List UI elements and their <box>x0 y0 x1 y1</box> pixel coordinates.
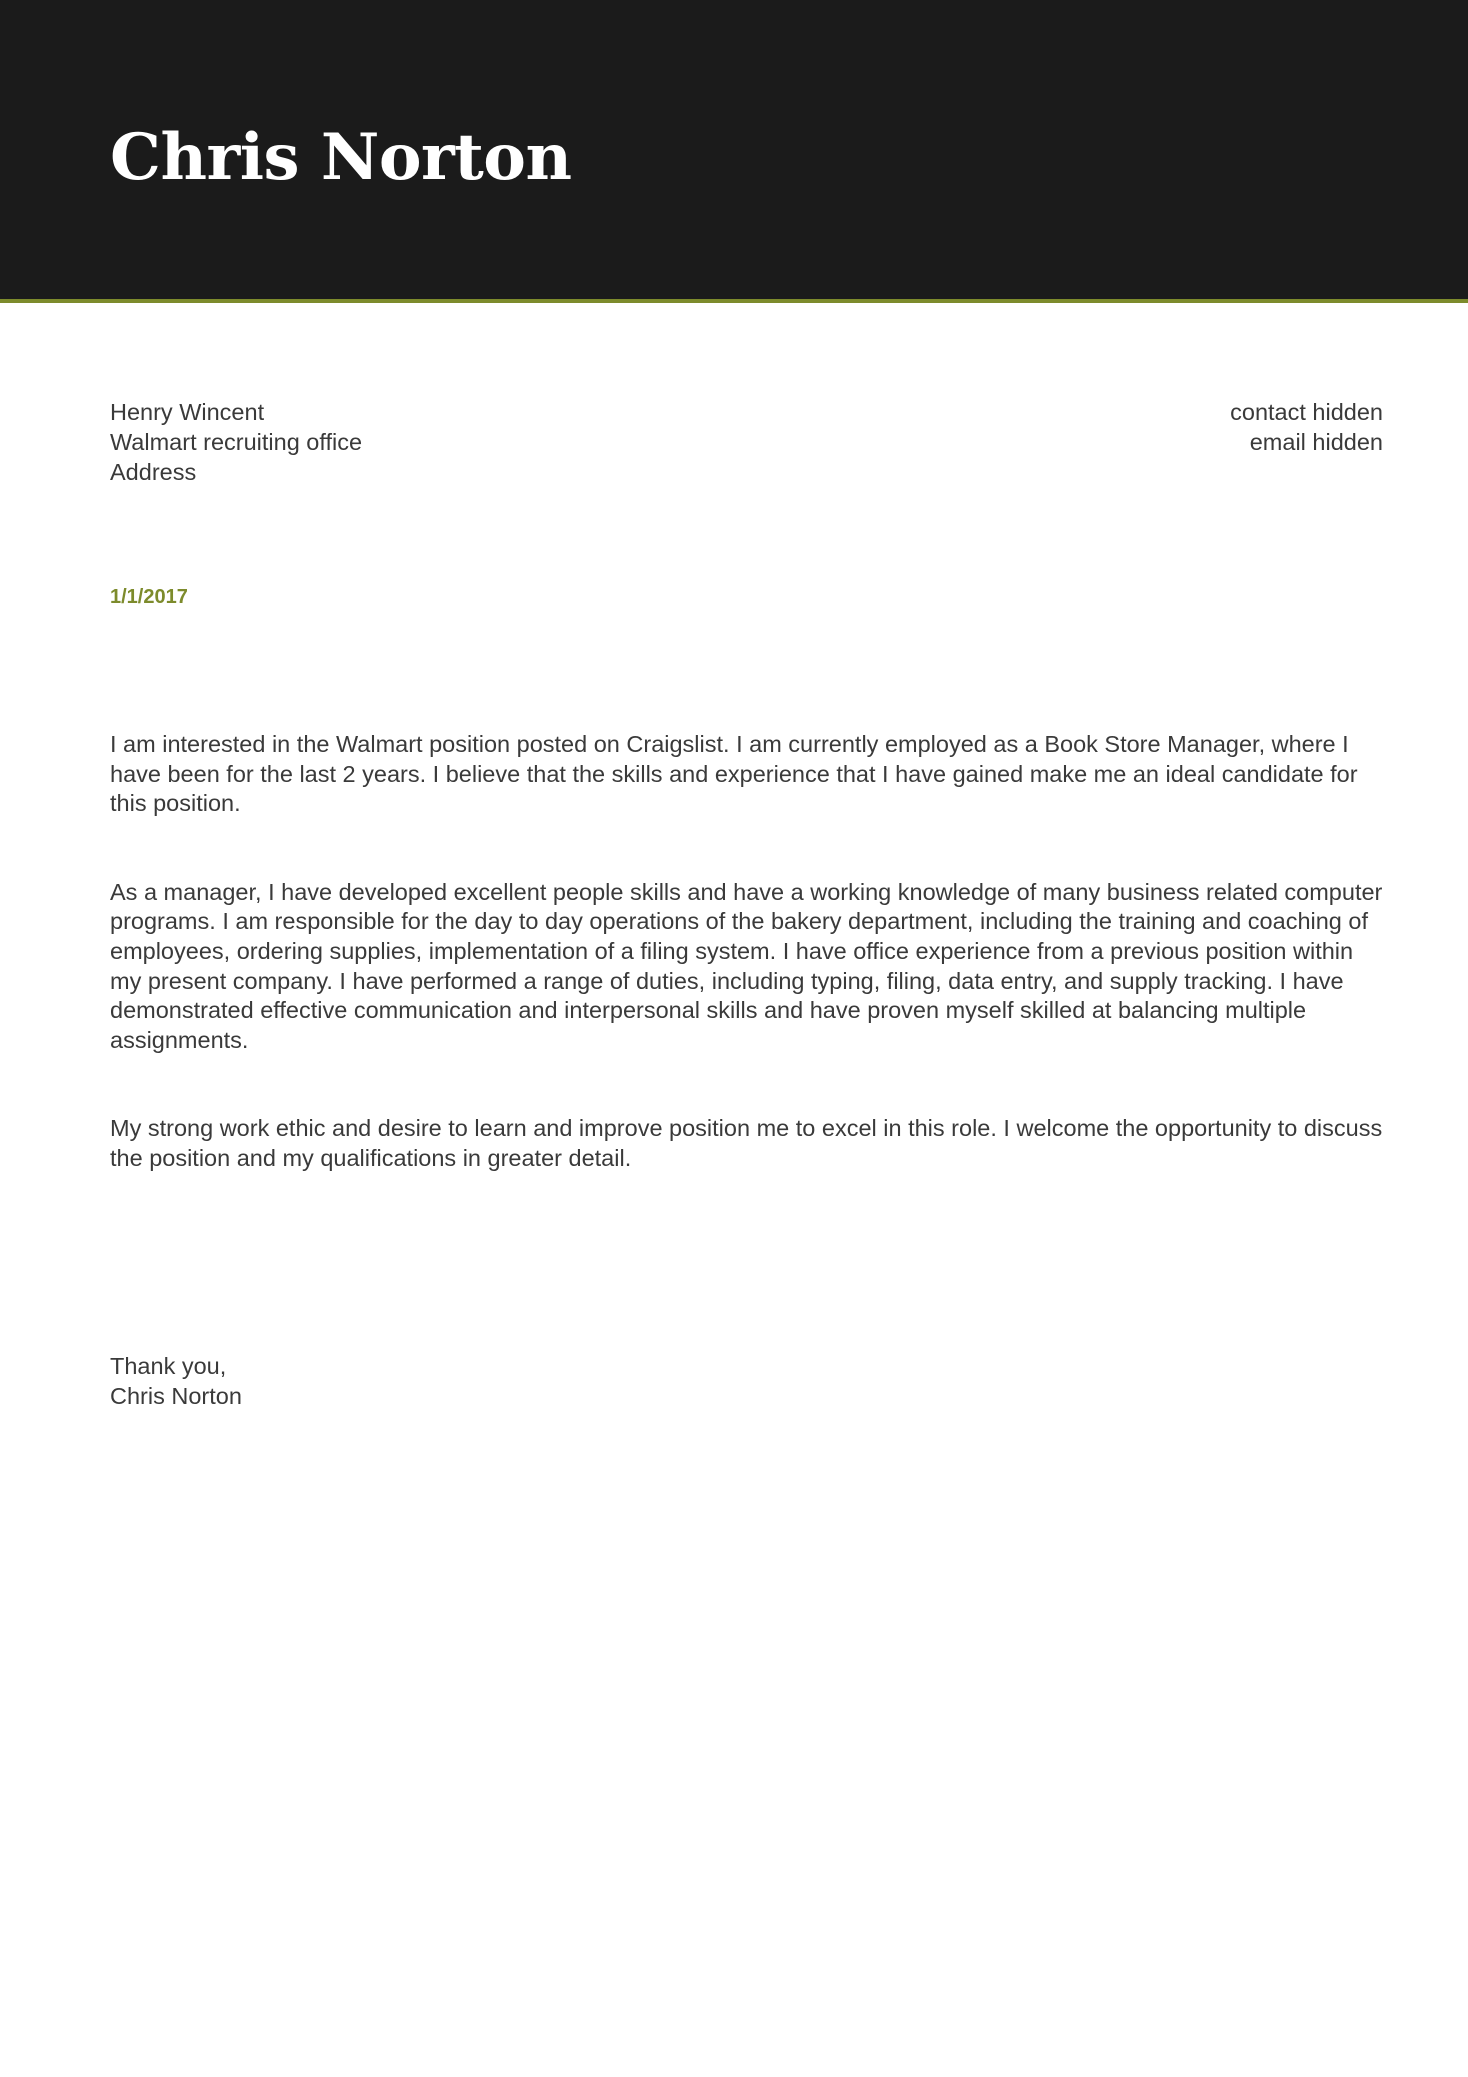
recipient-address: Address <box>110 459 197 485</box>
sender-name: Chris Norton <box>110 120 572 195</box>
contact-block <box>1230 397 1383 457</box>
closing-signature: Chris Norton <box>110 1383 242 1409</box>
body-paragraph-1: I am interested in the Walmart position posted on Craigslist. I am currently employed as a Book Store Manager, where I have been for the last 2 years. I believe that the skills and experience that I have gained make me an ideal candidate for this position. <box>110 731 1358 817</box>
body-paragraph-2: As a manager, I have developed excellent people skills and have a working knowledge of many business related computer programs. I am responsible for the day to day operations of the bakery department, including the training and coaching of employees, ordering supplies, implementation of a filing system. I have office experience from a previous position within my present company. I have performed a range of duties, including typing, filing, data entry, and supply tracking. I have demonstrated effective communication and interpersonal skills and have proven myself skilled at balancing multiple assignments. <box>110 878 1383 1053</box>
recipient-block <box>110 397 362 487</box>
closing-block <box>110 1351 242 1411</box>
body-paragraph-3: My strong work ethic and desire to learn and improve position me to excel in this role. I welcome the opportunity to discuss the position and my qualifications in greater detail. <box>110 1115 1383 1171</box>
letter-header <box>0 0 1468 303</box>
contact-phone: contact hidden <box>1230 399 1383 425</box>
letter-body <box>110 730 1385 1233</box>
recipient-name: Henry Wincent <box>110 399 265 425</box>
letter-date: 1/1/2017 <box>110 586 188 608</box>
recipient-organization: Walmart recruiting office <box>110 429 363 455</box>
closing-salutation: Thank you, <box>110 1353 227 1379</box>
contact-email: email hidden <box>1249 429 1383 455</box>
